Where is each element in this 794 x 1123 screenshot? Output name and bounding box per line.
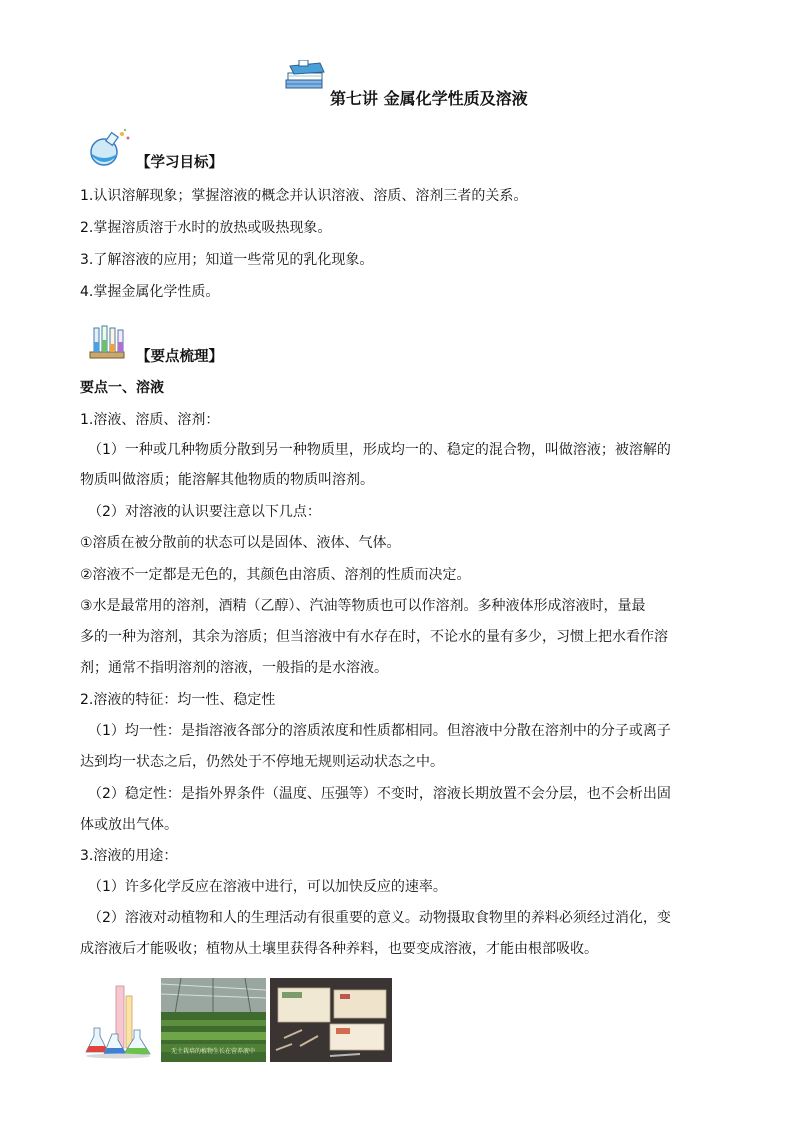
goal-item: 1.认识溶解现象；掌握溶液的概念并认识溶液、溶质、溶剂三者的关系。 [80,188,528,204]
paragraph-line: （1）许多化学反应在溶液中进行，可以加快反应的速率。 [88,879,447,895]
paragraph-line: （2）对溶液的认识要注意以下几点： [88,504,321,520]
point-heading: 要点一、溶液 [80,380,164,396]
paragraph-line: 体或放出气体。 [80,817,178,833]
goal-item: 2.掌握溶质溶于水时的放热或吸热现象。 [80,220,332,236]
greenhouse-image [161,978,266,1062]
paragraph-line: 剂；通常不指明溶剂的溶液，一般指的是水溶液。 [80,660,388,676]
page-title: 第七讲 金属化学性质及溶液 [330,89,528,108]
review-header [88,322,388,366]
review-heading: 【要点梳理】 [136,349,223,365]
paragraph-line: ③水是最常用的溶剂，酒精（乙醇）、汽油等物质也可以作溶剂。多种液体形成溶液时，量最 [80,598,646,614]
paragraph-line: （1）一种或几种物质分散到另一种物质里，形成均一的、稳定的混合物，叫做溶液；被溶解的 [88,442,671,458]
paragraph-line: ②溶液不一定都是无色的，其颜色由溶质、溶剂的性质而决定。 [80,567,471,583]
subsection-title: 1.溶液、溶质、溶剂： [80,412,220,428]
paragraph-line: 达到均一状态之后，仍然处于不停地无规则运动状态之中。 [80,754,444,770]
paragraph-line: （2）溶液对动植物和人的生理活动有很重要的意义。动物摄取食物里的养料必须经过消化，变 [88,910,671,926]
injection-ampoules-image [270,978,392,1062]
paragraph-line: （2）稳定性：是指外界条件（温度、压强等）不变时，溶液长期放置不会分层，也不会析出固 [88,786,671,802]
greenhouse-caption: 无土栽培的植物生长在营养液中 [171,1048,256,1055]
goal-item: 4.掌握金属化学性质。 [80,284,220,300]
paragraph-line: 多的一种为溶剂，其余为溶质；但当溶液中有水存在时，不论水的量有多少，习惯上把水看作溶 [80,629,668,645]
solutions-flasks-image [82,978,158,1062]
books-icon [282,60,328,94]
test-tubes-icon [88,322,134,362]
goal-item: 3.了解溶液的应用；知道一些常见的乳化现象。 [80,252,374,268]
goals-header [88,128,388,172]
flask-icon [88,128,134,168]
subsection-title: 3.溶液的用途： [80,848,178,864]
subsection-title: 2.溶液的特征：均一性、稳定性 [80,692,276,708]
goals-heading: 【学习目标】 [136,155,223,171]
paragraph-line: ①溶质在被分散前的状态可以是固体、液体、气体。 [80,535,401,551]
paragraph-line: （1）均一性：是指溶液各部分的溶质浓度和性质都相同。但溶液中分散在溶剂中的分子或离子 [88,723,671,739]
paragraph-line: 成溶液后才能吸收；植物从土壤里获得各种养料，也要变成溶液，才能由根部吸收。 [80,941,598,957]
title-row [282,60,702,110]
paragraph-line: 物质叫做溶质；能溶解其他物质的物质叫溶剂。 [80,472,374,488]
